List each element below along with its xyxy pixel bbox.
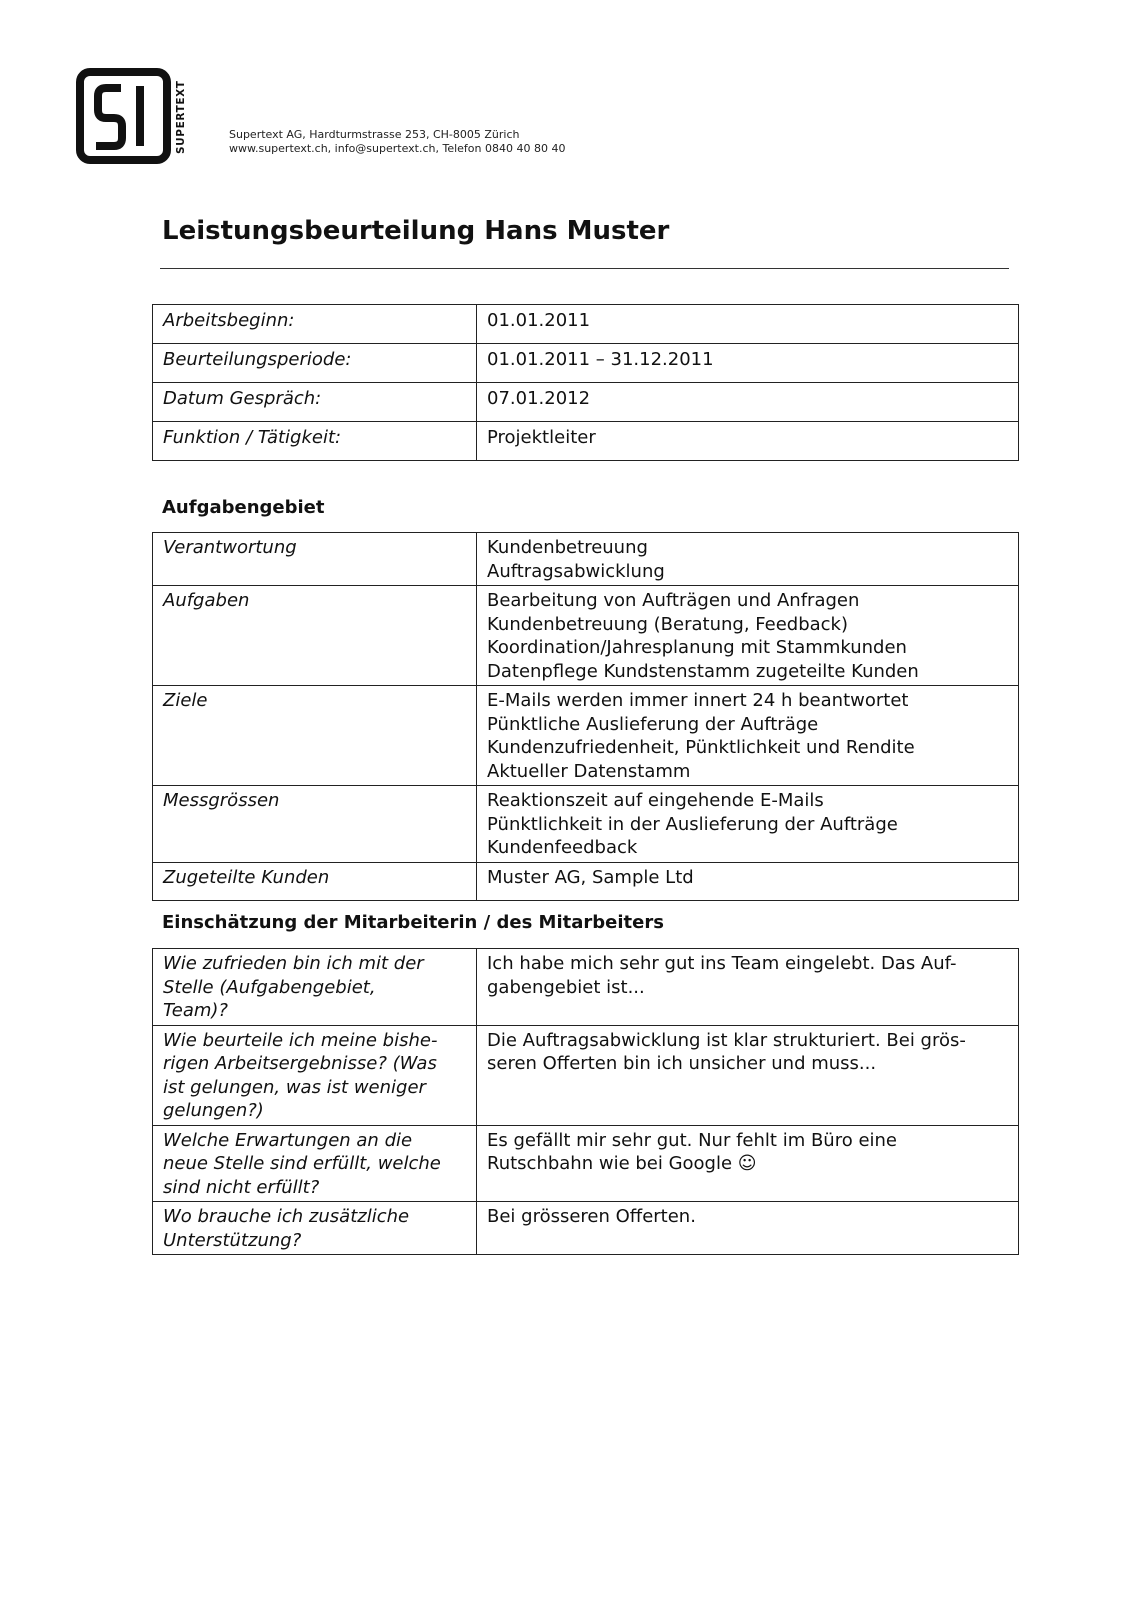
table-row — [153, 1125, 1019, 1202]
question-cell — [153, 949, 477, 1026]
table-row — [153, 305, 1019, 344]
question-cell — [153, 1025, 477, 1125]
value-line: Pünktlichkeit in der Auslieferung der Aufträge — [487, 813, 898, 835]
value-line: Datenpflege Kundstenstamm zugeteilte Kunden — [487, 660, 919, 682]
answer-line: Die Auftragsabwicklung ist klar strukturiert. Bei grös- — [487, 1029, 966, 1051]
question-line: ist gelungen, was ist weniger — [163, 1076, 426, 1098]
section-heading-einschaetzung: Einschätzung der Mitarbeiterin / des Mitarbeiters — [162, 912, 664, 933]
row-value — [477, 686, 1019, 786]
answer-line: Rutschbahn wie bei Google ☺ — [487, 1153, 757, 1174]
question-line: gelungen?) — [163, 1100, 264, 1121]
aufgabengebiet-table — [152, 532, 1019, 901]
answer-line: Ich habe mich sehr gut ins Team eingelebt. Das Auf- — [487, 953, 957, 974]
value-line: Kundenzufriedenheit, Pünktlichkeit und Rendite — [487, 737, 915, 758]
answer-line: gabengebiet ist... — [487, 976, 645, 998]
question-line: Wie beurteile ich meine bishe- — [163, 1029, 438, 1051]
answer-line: Bei grösseren Offerten. — [487, 1206, 696, 1227]
value-line: Kundenbetreuung (Beratung, Feedback) — [487, 613, 849, 635]
answer-cell — [477, 1125, 1019, 1202]
logo-wordmark: SUPERTEXT — [175, 80, 187, 154]
info-label: Beurteilungsperiode: — [153, 344, 477, 383]
table-row — [153, 422, 1019, 461]
row-label: Verantwortung — [153, 533, 477, 586]
row-label: Messgrössen — [153, 786, 477, 863]
table-row — [153, 1025, 1019, 1125]
answer-cell — [477, 1202, 1019, 1255]
info-value: 01.01.2011 — [477, 305, 1019, 344]
question-line: rigen Arbeitsergebnisse? (Was — [163, 1053, 437, 1074]
info-value: Projektleiter — [477, 422, 1019, 461]
value-line: Auftragsabwicklung — [487, 560, 665, 582]
table-row — [153, 862, 1019, 900]
table-row — [153, 586, 1019, 686]
row-value — [477, 533, 1019, 586]
question-line: Unterstützung? — [163, 1229, 302, 1251]
question-line: sind nicht erfüllt? — [163, 1176, 320, 1198]
einschaetzung-table — [152, 948, 1019, 1255]
info-table — [152, 304, 1019, 461]
question-line: Wie zufrieden bin ich mit der — [163, 953, 424, 974]
company-info — [229, 128, 565, 156]
row-label: Zugeteilte Kunden — [153, 862, 477, 900]
row-value — [477, 786, 1019, 863]
row-label: Aufgaben — [153, 586, 477, 686]
info-label: Funktion / Tätigkeit: — [153, 422, 477, 461]
table-row — [153, 786, 1019, 863]
table-row — [153, 383, 1019, 422]
answer-line: Es gefällt mir sehr gut. Nur fehlt im Büro eine — [487, 1129, 898, 1151]
table-row — [153, 533, 1019, 586]
info-label: Datum Gespräch: — [153, 383, 477, 422]
table-row — [153, 344, 1019, 383]
value-line: Bearbeitung von Aufträgen und Anfragen — [487, 590, 860, 611]
value-line: Aktueller Datenstamm — [487, 760, 691, 782]
value-line: Reaktionszeit auf eingehende E-Mails — [487, 790, 824, 811]
info-label: Arbeitsbeginn: — [153, 305, 477, 344]
table-row — [153, 686, 1019, 786]
question-line: neue Stelle sind erfüllt, welche — [163, 1153, 441, 1174]
value-line: Muster AG, Sample Ltd — [487, 866, 694, 888]
company-contact: www.supertext.ch, info@supertext.ch, Telefon 0840 40 80 40 — [229, 142, 566, 155]
row-label: Ziele — [153, 686, 477, 786]
table-row — [153, 1202, 1019, 1255]
value-line: Pünktliche Auslieferung der Aufträge — [487, 713, 819, 735]
question-line: Welche Erwartungen an die — [163, 1129, 413, 1151]
document-title: Leistungsbeurteilung Hans Muster — [162, 216, 670, 246]
info-value: 01.01.2011 – 31.12.2011 — [477, 344, 1019, 383]
value-line: Koordination/Jahresplanung mit Stammkunden — [487, 637, 907, 658]
question-cell — [153, 1202, 477, 1255]
value-line: Kundenfeedback — [487, 837, 638, 858]
section-heading-aufgabengebiet: Aufgabengebiet — [162, 497, 325, 518]
question-line: Stelle (Aufgabengebiet, — [163, 976, 376, 998]
question-line: Wo brauche ich zusätzliche — [163, 1206, 410, 1227]
company-address: Supertext AG, Hardturmstrasse 253, CH-8005 Zürich — [229, 128, 520, 141]
answer-cell — [477, 1025, 1019, 1125]
question-cell — [153, 1125, 477, 1202]
supertext-logo — [76, 68, 188, 164]
info-value: 07.01.2012 — [477, 383, 1019, 422]
title-divider — [160, 268, 1009, 269]
answer-cell — [477, 949, 1019, 1026]
row-value — [477, 862, 1019, 900]
answer-line: seren Offerten bin ich unsicher und muss... — [487, 1053, 877, 1074]
question-line: Team)? — [163, 1000, 228, 1021]
value-line: Kundenbetreuung — [487, 537, 648, 558]
table-row — [153, 949, 1019, 1026]
row-value — [477, 586, 1019, 686]
value-line: E-Mails werden immer innert 24 h beantwortet — [487, 690, 909, 711]
